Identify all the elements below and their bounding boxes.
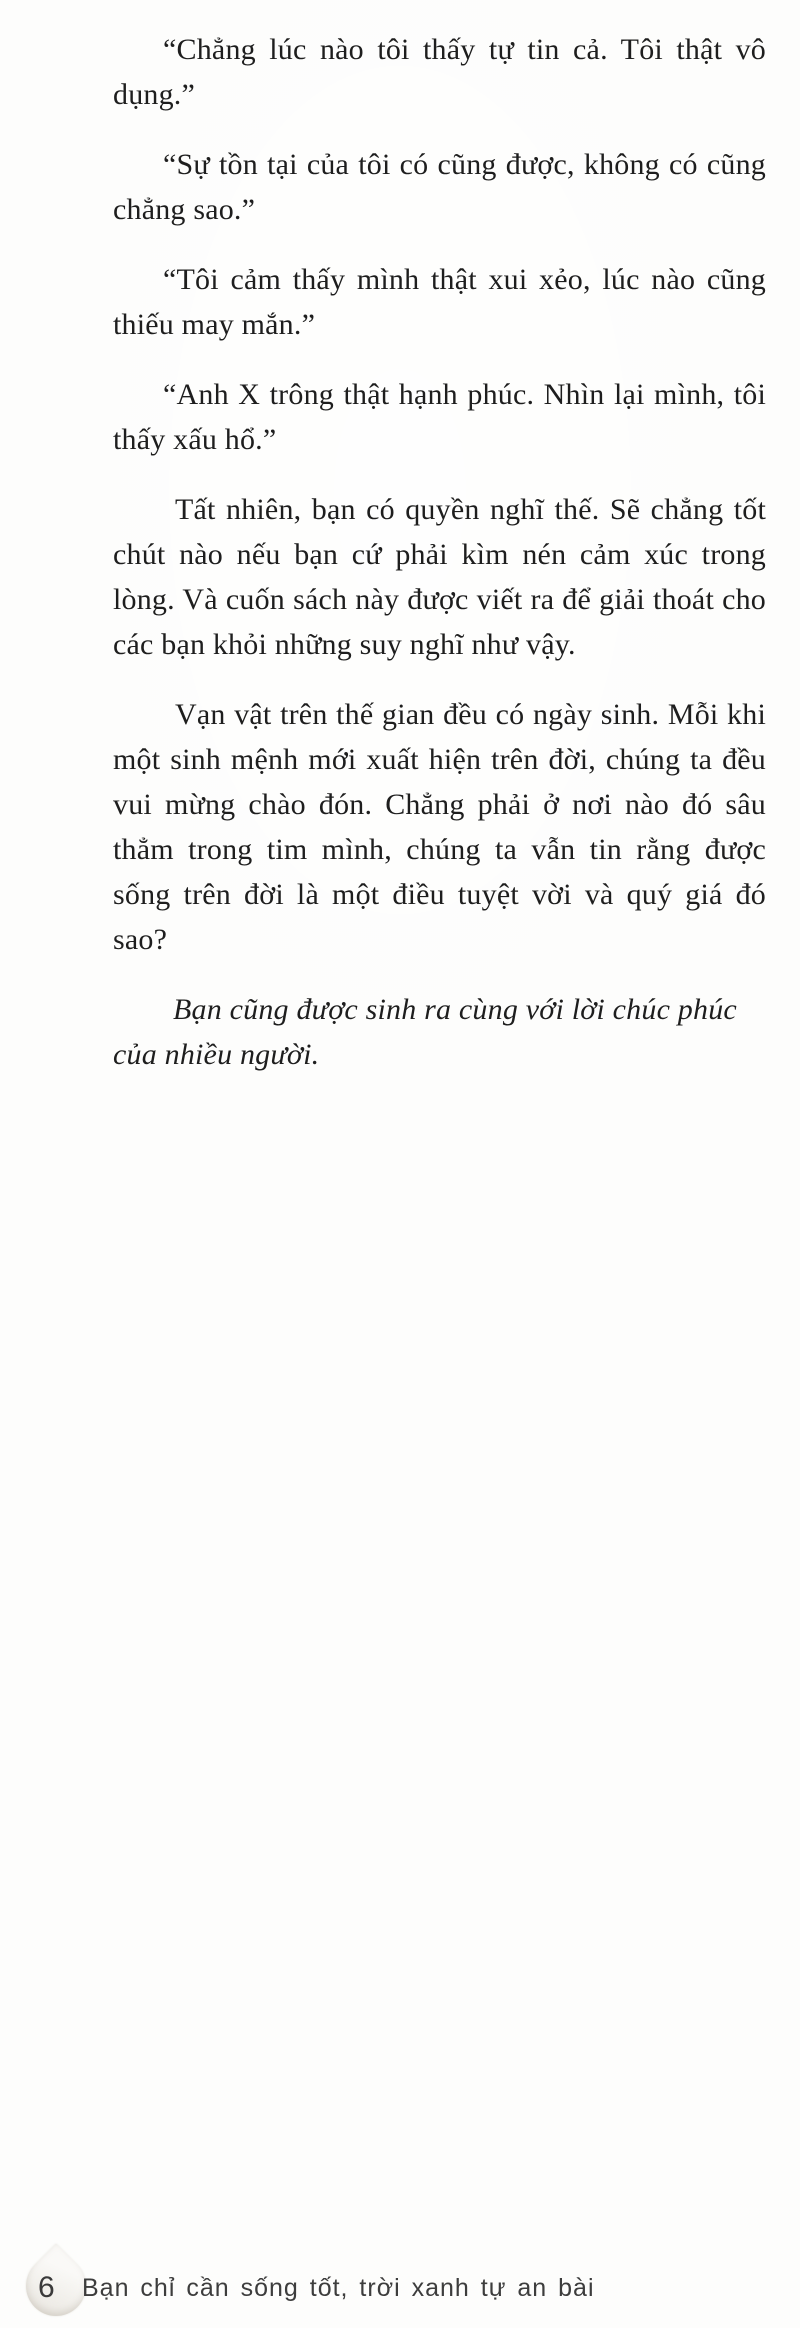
quote-paragraph: “Chẳng lúc nào tôi thấy tự tin cả. Tôi thật vô dụng.” bbox=[113, 33, 766, 111]
quote-paragraph: “Tôi cảm thấy mình thật xui xẻo, lúc nào cũng thiếu may mắn.” bbox=[113, 263, 766, 341]
quote-paragraph: “Sự tồn tại của tôi có cũng được, không có cũng chẳng sao.” bbox=[113, 148, 766, 226]
page-footer bbox=[0, 1120, 800, 2304]
footer-book-title: Bạn chỉ cần sống tốt, trời xanh tự an bài bbox=[82, 2274, 595, 2302]
body-paragraph: Tất nhiên, bạn có quyền nghĩ thế. Sẽ chẳng tốt chút nào nếu bạn cứ phải kìm nén cảm xúc trong lòng. Và cuốn sách này được viết ra để giải thoát cho các bạn khỏi những suy nghĩ như vậy. bbox=[113, 493, 766, 661]
page-text-block bbox=[113, 27, 766, 1077]
body-paragraph: Vạn vật trên thế gian đều có ngày sinh. Mỗi khi một sinh mệnh mới xuất hiện trên đời, chúng ta đều vui mừng chào đón. Chẳng phải ở nơi nào đó sâu thẳm trong tim mình, chúng ta vẫn tin rằng được sống trên đời là một điều tuyệt vời và quý giá đó sao? bbox=[113, 698, 766, 956]
closing-italic-paragraph: Bạn cũng được sinh ra cùng với lời chúc phúc của nhiều người. bbox=[113, 993, 737, 1071]
page-number: 6 bbox=[38, 2271, 55, 2304]
quote-paragraph: “Anh X trông thật hạnh phúc. Nhìn lại mình, tôi thấy xấu hổ.” bbox=[113, 378, 766, 456]
